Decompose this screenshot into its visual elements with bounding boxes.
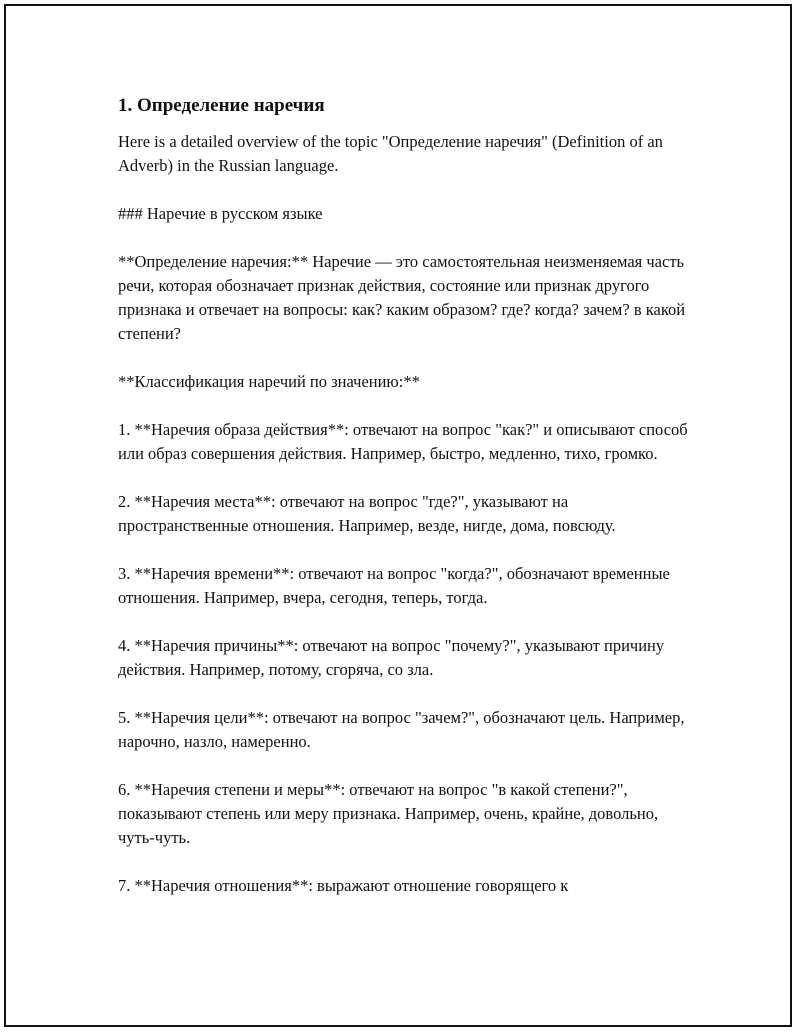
document-body — [118, 94, 698, 922]
intro-paragraph: Here is a detailed overview of the topic "Определение наречия" (Definition of an Adverb) in the Russian language. — [118, 132, 663, 175]
list-item-cause: 4. **Наречия причины**: отвечают на вопрос "почему?", указывают причину действия. Например, потому, сгоряча, со зла. — [118, 636, 665, 679]
definition-paragraph: **Определение наречия:** Наречие — это самостоятельная неизменяемая часть речи, которая обозначает признак действия, состояние или признак другого признака и отвечает на вопросы: как? каким образом? где? когда? зачем? в какой степени? — [118, 252, 686, 343]
classification-heading: **Классификация наречий по значению:** — [118, 372, 420, 391]
list-item-time: 3. **Наречия времени**: отвечают на вопрос "когда?", обозначают временные отношения. Например, вчера, сегодня, теперь, тогда. — [118, 564, 670, 607]
list-item-place: 2. **Наречия места**: отвечают на вопрос "где?", указывают на пространственные отношения. Например, везде, нигде, дома, повсюду. — [118, 492, 616, 535]
subheading-line: ### Наречие в русском языке — [118, 204, 323, 223]
section-heading: 1. Определение наречия — [118, 95, 325, 116]
list-item-relation: 7. **Наречия отношения**: выражают отношение говорящего к — [118, 876, 569, 895]
list-item-manner: 1. **Наречия образа действия**: отвечают на вопрос "как?" и описывают способ или образ совершения действия. Например, быстро, медленно, тихо, громко. — [118, 420, 688, 463]
list-item-degree: 6. **Наречия степени и меры**: отвечают на вопрос "в какой степени?", показывают степень или меру признака. Например, очень, крайне, довольно, чуть-чуть. — [118, 780, 659, 847]
list-item-purpose: 5. **Наречия цели**: отвечают на вопрос "зачем?", обозначают цель. Например, нарочно, назло, намеренно. — [118, 708, 685, 751]
